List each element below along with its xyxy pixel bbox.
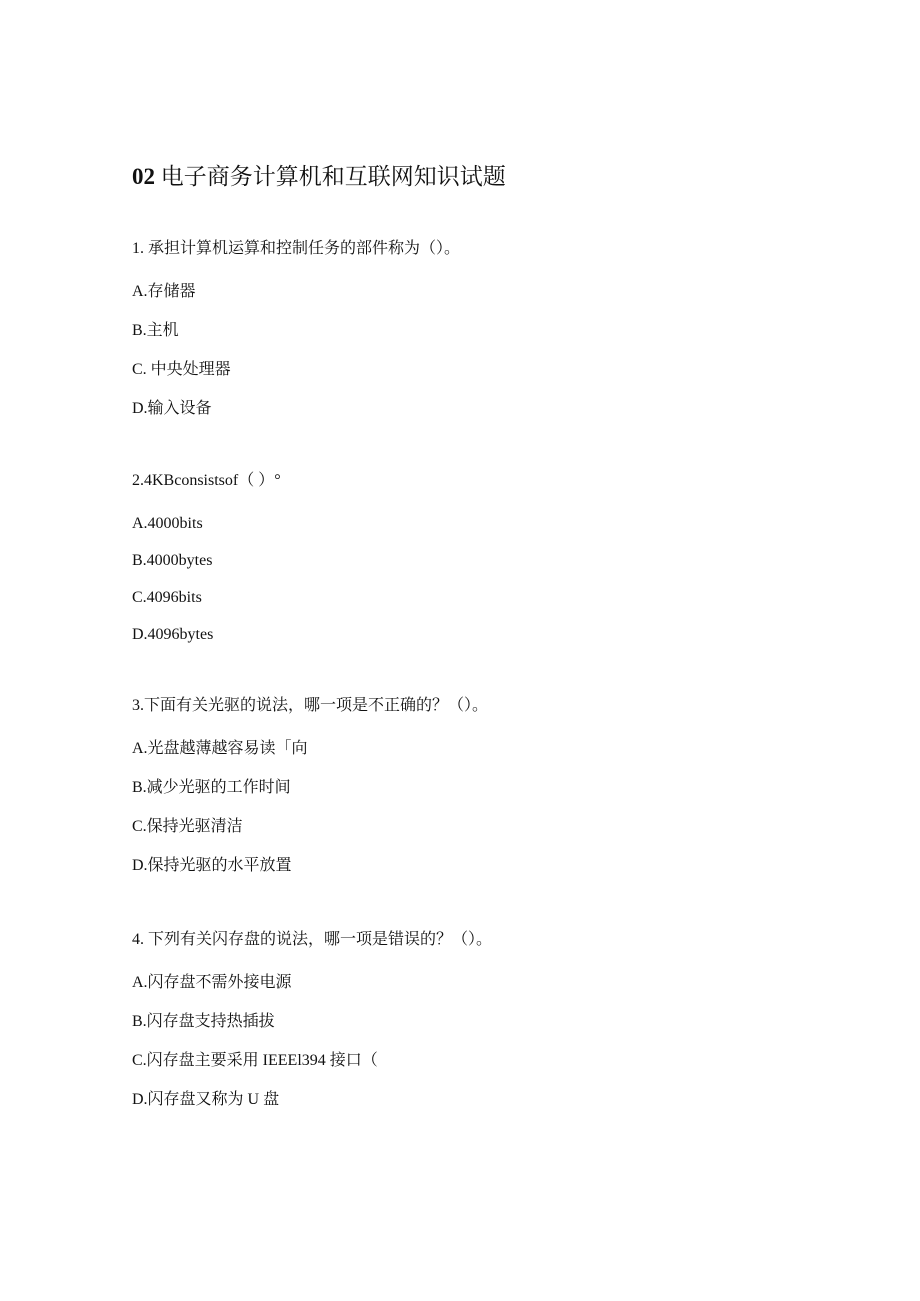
question-stem: 1. 承担计算机运算和控制任务的部件称为（）。: [132, 240, 461, 257]
question-stem: 2.4KBconsistsof（ ）°: [132, 472, 281, 489]
question-4: [132, 929, 892, 1111]
option-a: A.存储器: [132, 283, 196, 300]
option-d: D.输入设备: [132, 400, 212, 417]
option-b: B.减少光驱的工作时间: [132, 779, 291, 796]
option-c: C. 中央处理器: [132, 361, 231, 378]
question-stem: 4. 下列有关闪存盘的说法，哪一项是错误的？（）。: [132, 931, 493, 948]
option-b: B.主机: [132, 322, 179, 339]
option-d: D.保持光驱的水平放置: [132, 857, 292, 874]
title-number: 02: [132, 164, 155, 189]
option-a: A.4000bits: [132, 515, 203, 532]
option-b: B.闪存盘支持热插拔: [132, 1013, 275, 1030]
option-a: A.闪存盘不需外接电源: [132, 974, 292, 991]
option-c: C.闪存盘主要采用 IEEEl394 接口（: [132, 1052, 378, 1069]
question-3: [132, 695, 892, 877]
option-b: B.4000bytes: [132, 552, 213, 569]
option-c: C.4096bits: [132, 589, 202, 606]
option-list: [132, 972, 892, 1111]
option-list: [132, 738, 892, 877]
question-stem: 3.下面有关光驱的说法，哪一项是不正确的？（）。: [132, 697, 489, 714]
option-list: [132, 281, 892, 420]
option-c: C.保持光驱清洁: [132, 818, 243, 835]
document-title: [132, 162, 506, 192]
option-a: A.光盘越薄越容易读「向: [132, 740, 308, 757]
title-text: 电子商务计算机和互联网知识试题: [160, 164, 506, 189]
option-d: D.4096bytes: [132, 626, 214, 643]
option-d: D.闪存盘又称为 U 盘: [132, 1091, 280, 1108]
question-2: [132, 470, 892, 646]
option-list: [132, 513, 892, 646]
question-1: [132, 238, 892, 420]
